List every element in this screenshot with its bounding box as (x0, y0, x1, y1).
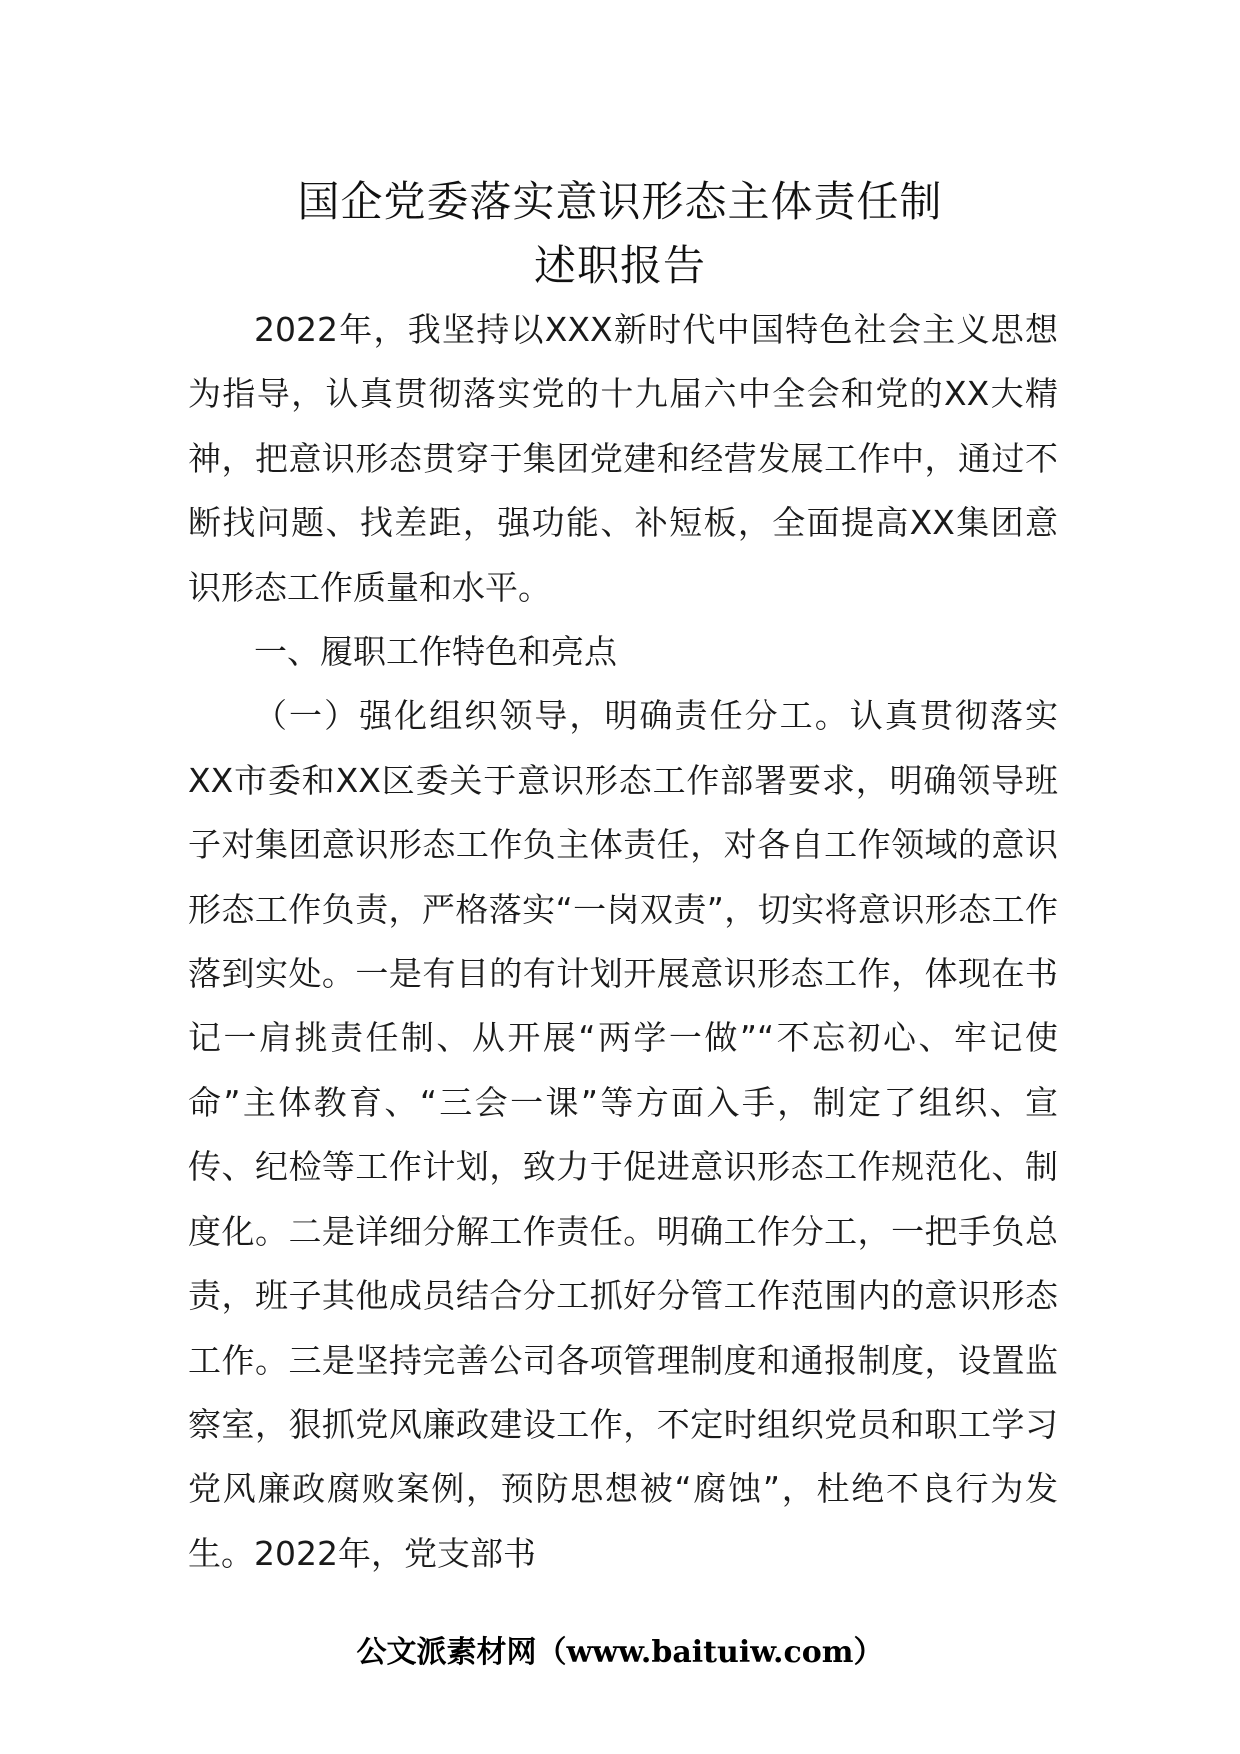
section-heading-1: 一、履职工作特色和亮点 (254, 632, 617, 672)
document-title-line1: 国企党委落实意识形态主体责任制 (297, 177, 943, 226)
section-paragraph-1: （一）强化组织领导，明确责任分工。认真贯彻落实XX市委和XX区委关于意识形态工作部署要求，明确领导班子对集团意识形态工作负主体责任，对各自工作领域的意识形态工作负责，严格落实“一岗双责”，切实将意识形态工作落到实处。一是有目的有计划开展意识形态工作，体现在书记一肩挑责任制、从开展“两学一做”“不忘初心、牢记使命”主体教育、“三会一课”等方面入手，制定了组织、宣传、纪检等工作计划，致力于促进意识形态工作规范化、制度化。二是详细分解工作责任。明确工作分工，一把手负总责，班子其他成员结合分工抓好分管工作范围内的意识形态工作。三是坚持完善公司各项管理制度和通报制度，设置监察室，狠抓党风廉政建设工作，不定时组织党员和职工学习党风廉政腐败案例，预防思想被“腐蚀”，杜绝不良行为发生。2022年，党支部书 (188, 696, 1058, 1573)
document-body (188, 298, 1058, 1586)
document-title-line2: 述职报告 (533, 241, 706, 290)
footer-watermark: 公文派素材网（www.baituiw.com） (356, 1635, 884, 1670)
intro-paragraph: 2022年，我坚持以XXX新时代中国特色社会主义思想为指导，认真贯彻落实党的十九届六中全会和党的XX大精神，把意识形态贯穿于集团党建和经营发展工作中，通过不断找问题、找差距，强功能、补短板，全面提高XX集团意识形态工作质量和水平。 (188, 310, 1058, 607)
